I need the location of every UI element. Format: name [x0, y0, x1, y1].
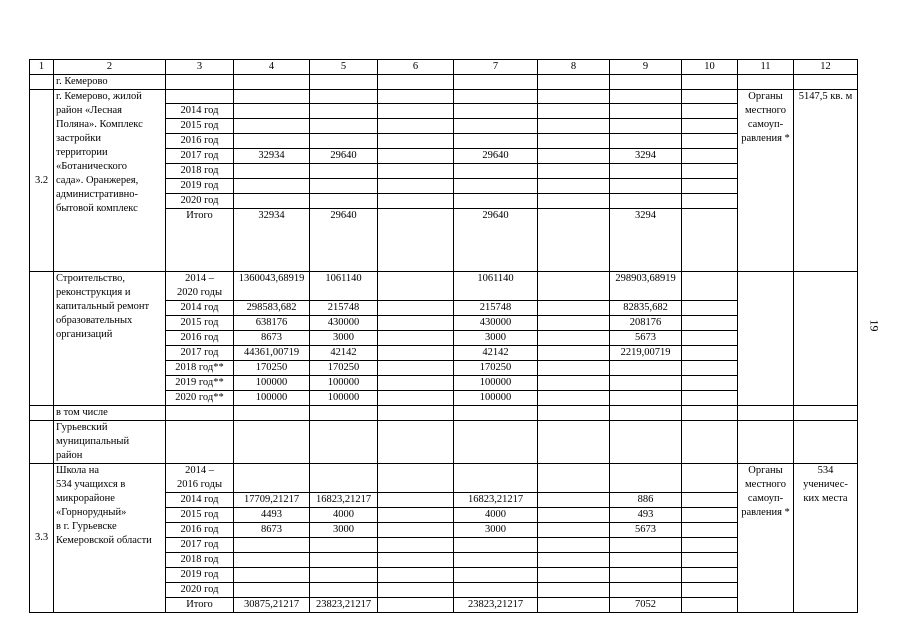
table-cell [310, 406, 378, 421]
table-cell [454, 75, 538, 90]
cell-col8 [538, 346, 610, 361]
cell-budget: 4000 [310, 508, 378, 523]
table-cell [166, 75, 234, 90]
cell-col6 [378, 272, 454, 301]
year-cell: 2015 год [166, 508, 234, 523]
responsible-org: Органы местного самоуп- равления * [738, 464, 794, 613]
table-cell [166, 421, 234, 464]
cell-total: 44361,00719 [234, 346, 310, 361]
cell-total [234, 464, 310, 493]
cell-col9 [610, 164, 682, 179]
capacity: 5147,5 кв. м [794, 90, 858, 272]
year-cell: 2020 год** [166, 391, 234, 406]
table-cell [794, 406, 858, 421]
cell-col8 [538, 508, 610, 523]
cell-col10 [682, 464, 738, 493]
table-cell [30, 421, 54, 464]
cell-budget [310, 583, 378, 598]
cell-col9 [610, 90, 682, 104]
year-cell: 2018 год [166, 553, 234, 568]
item-number: 3.2 [30, 90, 54, 272]
cell-total: 8673 [234, 331, 310, 346]
table-cell [378, 75, 454, 90]
cell-total [234, 179, 310, 194]
table-cell [610, 421, 682, 464]
cell-budget [310, 90, 378, 104]
cell-col7 [454, 553, 538, 568]
cell-col9: 208176 [610, 316, 682, 331]
table-cell [234, 406, 310, 421]
cell-col8 [538, 119, 610, 134]
cell-col10 [682, 149, 738, 164]
cell-col7 [454, 104, 538, 119]
cell-col10 [682, 568, 738, 583]
cell-total [234, 538, 310, 553]
cell-col9: 7052 [610, 598, 682, 613]
cell-col7: 4000 [454, 508, 538, 523]
cell-budget: 100000 [310, 376, 378, 391]
num-cell [30, 75, 54, 90]
cell-col8 [538, 194, 610, 209]
cell-col6 [378, 149, 454, 164]
table-row [30, 464, 858, 493]
cell-total: 100000 [234, 376, 310, 391]
cell-total [234, 104, 310, 119]
cell-col10 [682, 346, 738, 361]
cell-budget [310, 194, 378, 209]
cell-total: 638176 [234, 316, 310, 331]
cell-col10 [682, 331, 738, 346]
cell-col10 [682, 90, 738, 104]
cell-col7: 215748 [454, 301, 538, 316]
district-label: Гурьевский муниципальный район [54, 421, 166, 464]
table-cell [538, 406, 610, 421]
cell-col6 [378, 209, 454, 272]
cell-budget: 16823,21217 [310, 493, 378, 508]
cell-col7: 3000 [454, 331, 538, 346]
cell-total: 32934 [234, 209, 310, 272]
table-cell [682, 421, 738, 464]
cell-col8 [538, 301, 610, 316]
responsible-org: Органы местного самоуп- равления * [738, 90, 794, 272]
cell-col6 [378, 553, 454, 568]
year-cell: Итого [166, 598, 234, 613]
cell-total: 17709,21217 [234, 493, 310, 508]
cell-col6 [378, 346, 454, 361]
year-cell: 2019 год [166, 179, 234, 194]
year-cell: 2014 год [166, 301, 234, 316]
cell-col6 [378, 194, 454, 209]
cell-col7 [454, 134, 538, 149]
cell-col7 [454, 464, 538, 493]
cell-total: 30875,21217 [234, 598, 310, 613]
cell-budget: 42142 [310, 346, 378, 361]
year-cell: 2014 год [166, 104, 234, 119]
cell-col10 [682, 493, 738, 508]
cell-col8 [538, 149, 610, 164]
page-number: 19 [867, 319, 882, 332]
cell-budget: 23823,21217 [310, 598, 378, 613]
num-cell [30, 272, 54, 406]
cell-total [234, 134, 310, 149]
item-name: г. Кемерово, жилой район «Лесная Поляна». Комплекс застройки территории «Ботанического сада». Оранжерея, административно- бытовой комплекс [54, 90, 166, 272]
cell-col10 [682, 316, 738, 331]
cell-col9: 493 [610, 508, 682, 523]
table-cell [682, 75, 738, 90]
header-row [30, 60, 858, 75]
city-row [30, 75, 858, 90]
cell-total: 1360043,68919 [234, 272, 310, 301]
cell-col10 [682, 523, 738, 538]
cell-col8 [538, 493, 610, 508]
table-row [30, 272, 858, 301]
cell-col6 [378, 464, 454, 493]
cell-budget: 100000 [310, 391, 378, 406]
cell-col8 [538, 90, 610, 104]
cell-col10 [682, 508, 738, 523]
cell-col6 [378, 523, 454, 538]
cell-col6 [378, 104, 454, 119]
cell-col10 [682, 164, 738, 179]
cell-col9: 5673 [610, 523, 682, 538]
header-col-7: 7 [454, 60, 538, 75]
table-cell [738, 406, 794, 421]
cell-col6 [378, 331, 454, 346]
cell-col10 [682, 179, 738, 194]
cell-col7: 1061140 [454, 272, 538, 301]
cell-col8 [538, 523, 610, 538]
responsible-org [738, 272, 794, 406]
cell-col10 [682, 583, 738, 598]
cell-col6 [378, 598, 454, 613]
cell-col8 [538, 391, 610, 406]
cell-col8 [538, 583, 610, 598]
header-col-10: 10 [682, 60, 738, 75]
header-col-1: 1 [30, 60, 54, 75]
year-cell: 2019 год [166, 568, 234, 583]
cell-total [234, 164, 310, 179]
cell-col8 [538, 568, 610, 583]
cell-col9: 3294 [610, 209, 682, 272]
cell-col6 [378, 119, 454, 134]
cell-col9: 3294 [610, 149, 682, 164]
table-cell [234, 75, 310, 90]
cell-col7: 3000 [454, 523, 538, 538]
header-col-12: 12 [794, 60, 858, 75]
year-cell: 2020 год [166, 194, 234, 209]
cell-col6 [378, 583, 454, 598]
section-name: Строительство, реконструкция и капитальный ремонт образовательных организаций [54, 272, 166, 406]
cell-col10 [682, 301, 738, 316]
cell-col6 [378, 508, 454, 523]
cell-budget [310, 179, 378, 194]
cell-col9 [610, 391, 682, 406]
cell-col9 [610, 538, 682, 553]
including-row [30, 406, 858, 421]
cell-col9: 886 [610, 493, 682, 508]
year-cell: 2014 – 2016 годы [166, 464, 234, 493]
cell-col10 [682, 598, 738, 613]
cell-col10 [682, 209, 738, 272]
cell-col8 [538, 179, 610, 194]
cell-total [234, 583, 310, 598]
cell-budget [310, 464, 378, 493]
year-cell: 2014 год [166, 493, 234, 508]
table-cell [310, 421, 378, 464]
cell-col6 [378, 316, 454, 331]
cell-col7 [454, 164, 538, 179]
cell-col8 [538, 104, 610, 119]
cell-col6 [378, 568, 454, 583]
cell-col7: 23823,21217 [454, 598, 538, 613]
cell-total: 32934 [234, 149, 310, 164]
cell-col7: 42142 [454, 346, 538, 361]
table-cell [738, 75, 794, 90]
cell-budget: 215748 [310, 301, 378, 316]
cell-col6 [378, 90, 454, 104]
table-cell [610, 75, 682, 90]
cell-col7 [454, 119, 538, 134]
capacity [794, 272, 858, 406]
table-cell [794, 421, 858, 464]
cell-col7 [454, 568, 538, 583]
cell-budget [310, 119, 378, 134]
cell-budget: 29640 [310, 209, 378, 272]
table-cell [682, 406, 738, 421]
cell-col9 [610, 568, 682, 583]
table-cell [378, 406, 454, 421]
cell-col10 [682, 376, 738, 391]
cell-col7 [454, 538, 538, 553]
cell-col8 [538, 272, 610, 301]
cell-col9 [610, 553, 682, 568]
cell-total [234, 568, 310, 583]
year-cell: Итого [166, 209, 234, 272]
cell-col6 [378, 301, 454, 316]
header-col-6: 6 [378, 60, 454, 75]
table-cell [30, 406, 54, 421]
cell-col8 [538, 316, 610, 331]
cell-budget [310, 104, 378, 119]
cell-col10 [682, 134, 738, 149]
cell-col6 [378, 376, 454, 391]
cell-total: 170250 [234, 361, 310, 376]
cell-budget: 1061140 [310, 272, 378, 301]
header-col-3: 3 [166, 60, 234, 75]
year-cell: 2019 год** [166, 376, 234, 391]
district-row [30, 421, 858, 464]
cell-col9 [610, 179, 682, 194]
table-cell [738, 421, 794, 464]
header-col-8: 8 [538, 60, 610, 75]
cell-col8 [538, 361, 610, 376]
cell-col9: 2219,00719 [610, 346, 682, 361]
table-cell [166, 406, 234, 421]
cell-budget: 3000 [310, 331, 378, 346]
cell-budget [310, 553, 378, 568]
year-cell: 2017 год [166, 538, 234, 553]
cell-budget [310, 134, 378, 149]
cell-col8 [538, 376, 610, 391]
header-col-11: 11 [738, 60, 794, 75]
table-cell [794, 75, 858, 90]
cell-col8 [538, 598, 610, 613]
cell-col7: 29640 [454, 209, 538, 272]
cell-col10 [682, 391, 738, 406]
cell-budget: 170250 [310, 361, 378, 376]
cell-col10 [682, 361, 738, 376]
cell-col6 [378, 361, 454, 376]
table-cell [454, 406, 538, 421]
cell-budget: 3000 [310, 523, 378, 538]
cell-col9: 5673 [610, 331, 682, 346]
cell-budget [310, 538, 378, 553]
cell-col8 [538, 209, 610, 272]
cell-col9 [610, 119, 682, 134]
year-cell: 2018 год** [166, 361, 234, 376]
cell-col8 [538, 553, 610, 568]
cell-col7: 29640 [454, 149, 538, 164]
table-cell [310, 75, 378, 90]
cell-budget [310, 568, 378, 583]
cell-total: 100000 [234, 391, 310, 406]
year-cell: 2016 год [166, 523, 234, 538]
cell-total: 4493 [234, 508, 310, 523]
cell-total: 8673 [234, 523, 310, 538]
cell-col10 [682, 194, 738, 209]
header-col-2: 2 [54, 60, 166, 75]
cell-col8 [538, 464, 610, 493]
cell-total [234, 553, 310, 568]
cell-col6 [378, 164, 454, 179]
header-col-5: 5 [310, 60, 378, 75]
cell-col7 [454, 194, 538, 209]
header-col-4: 4 [234, 60, 310, 75]
cell-total [234, 90, 310, 104]
year-cell [166, 90, 234, 104]
year-cell: 2020 год [166, 583, 234, 598]
year-cell: 2014 – 2020 годы [166, 272, 234, 301]
cell-col10 [682, 553, 738, 568]
cell-col7: 430000 [454, 316, 538, 331]
table-cell [454, 421, 538, 464]
table-cell [610, 406, 682, 421]
table-row [30, 90, 858, 104]
table-cell [538, 75, 610, 90]
city-label: г. Кемерово [54, 75, 166, 90]
year-cell: 2016 год [166, 134, 234, 149]
table-cell [378, 421, 454, 464]
cell-col9 [610, 464, 682, 493]
cell-col10 [682, 104, 738, 119]
cell-col9 [610, 134, 682, 149]
cell-col9 [610, 104, 682, 119]
cell-col10 [682, 538, 738, 553]
capacity: 534 ученичес- ких места [794, 464, 858, 613]
cell-col6 [378, 179, 454, 194]
cell-col8 [538, 164, 610, 179]
table-cell [538, 421, 610, 464]
table-cell [234, 421, 310, 464]
including-label: в том числе [54, 406, 166, 421]
cell-budget: 430000 [310, 316, 378, 331]
year-cell: 2016 год [166, 331, 234, 346]
financing-table [29, 59, 858, 613]
cell-col10 [682, 272, 738, 301]
cell-col7: 170250 [454, 361, 538, 376]
cell-col7: 16823,21217 [454, 493, 538, 508]
cell-total: 298583,682 [234, 301, 310, 316]
cell-col9 [610, 361, 682, 376]
cell-col9 [610, 583, 682, 598]
cell-col9 [610, 376, 682, 391]
cell-col8 [538, 331, 610, 346]
item-name: Школа на 534 учащихся в микрорайоне «Горнорудный» в г. Гурьевске Кемеровской области [54, 464, 166, 613]
year-cell: 2018 год [166, 164, 234, 179]
cell-col7 [454, 179, 538, 194]
cell-col7: 100000 [454, 391, 538, 406]
cell-budget: 29640 [310, 149, 378, 164]
cell-col10 [682, 119, 738, 134]
cell-col9: 298903,68919 [610, 272, 682, 301]
header-col-9: 9 [610, 60, 682, 75]
cell-col6 [378, 391, 454, 406]
year-cell: 2017 год [166, 346, 234, 361]
item-number: 3.3 [30, 464, 54, 613]
year-cell: 2015 год [166, 316, 234, 331]
cell-col8 [538, 538, 610, 553]
cell-col6 [378, 134, 454, 149]
cell-total [234, 119, 310, 134]
cell-total [234, 194, 310, 209]
cell-col6 [378, 538, 454, 553]
cell-col9 [610, 194, 682, 209]
cell-col7: 100000 [454, 376, 538, 391]
cell-col7 [454, 583, 538, 598]
year-cell: 2015 год [166, 119, 234, 134]
year-cell: 2017 год [166, 149, 234, 164]
cell-col8 [538, 134, 610, 149]
cell-col9: 82835,682 [610, 301, 682, 316]
cell-budget [310, 164, 378, 179]
cell-col6 [378, 493, 454, 508]
cell-col7 [454, 90, 538, 104]
